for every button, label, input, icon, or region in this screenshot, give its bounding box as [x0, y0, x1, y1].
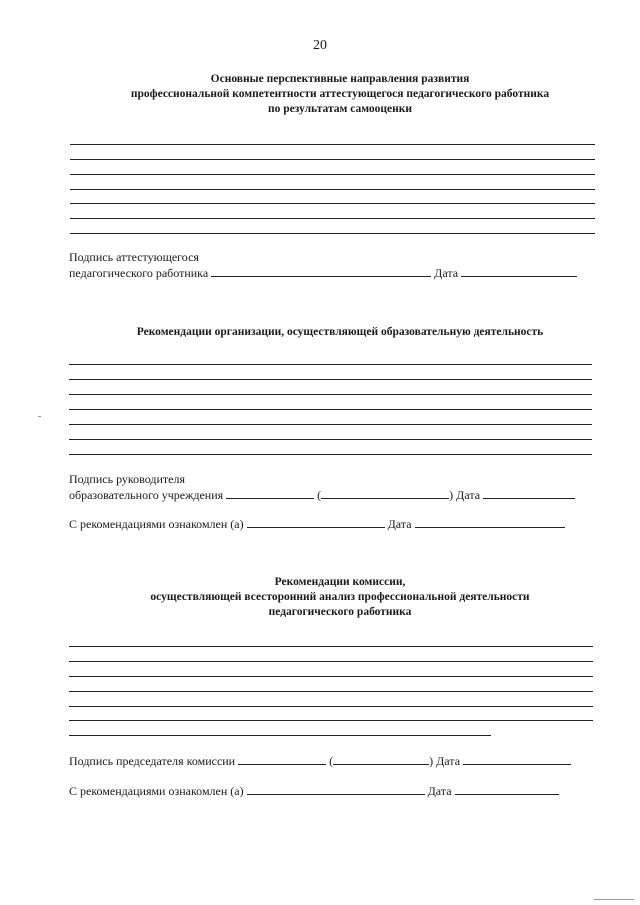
page-number: 20: [313, 38, 327, 53]
writing-line: [69, 691, 593, 692]
paren-close: ): [429, 754, 434, 768]
writing-line: [70, 218, 595, 219]
writing-line: [69, 364, 592, 365]
date-label: Дата: [456, 488, 481, 502]
writing-line: [70, 233, 595, 234]
section1-signature-row: [69, 265, 577, 281]
section3-title-line: осуществляющей всесторонний анализ профессиональной деятельности: [150, 591, 530, 603]
writing-line: [69, 720, 593, 721]
date-field[interactable]: [463, 753, 571, 765]
section2-acknowledged-row: [69, 516, 565, 532]
section2-signature-label-2: образовательного учреждения: [69, 488, 224, 502]
writing-line: [69, 454, 592, 455]
section2-heading: [40, 325, 640, 340]
acknowledged-label: С рекомендациями ознакомлен (а): [69, 517, 244, 531]
writing-line: [70, 174, 595, 175]
writing-line: [69, 424, 592, 425]
section1-title-line: Основные перспективные направления развития: [210, 73, 470, 85]
writing-line: [70, 203, 595, 204]
section1-title-line: по результатам самооценки: [268, 103, 412, 115]
writing-line: [70, 189, 595, 190]
section1-heading: [40, 72, 640, 117]
signature-field[interactable]: [211, 265, 431, 277]
writing-line: [69, 646, 593, 647]
writing-line: [69, 735, 491, 736]
date-label: Дата: [434, 266, 459, 280]
writing-line: [69, 661, 593, 662]
section3-signature-row: [69, 753, 571, 769]
signature-field[interactable]: [238, 753, 326, 765]
paren-close: ): [449, 488, 454, 502]
writing-line: [69, 394, 592, 395]
date-field[interactable]: [483, 487, 575, 499]
signature-field[interactable]: [226, 487, 314, 499]
writing-line: [69, 676, 593, 677]
scan-speck: [594, 899, 634, 900]
section1-signature-label-2: педагогического работника: [69, 266, 209, 280]
section3-heading: [40, 575, 640, 620]
section3-signature-label: Подпись председателя комиссии: [69, 754, 236, 768]
acknowledged-label: С рекомендациями ознакомлен (а): [69, 784, 244, 798]
name-field[interactable]: [333, 753, 429, 765]
section3-title-line: Рекомендации комиссии,: [274, 576, 406, 588]
section2-signature-row: [69, 487, 575, 503]
date-label: Дата: [427, 784, 452, 798]
acknowledged-signature-field[interactable]: [247, 783, 425, 795]
acknowledged-signature-field[interactable]: [247, 516, 385, 528]
name-field[interactable]: [321, 487, 449, 499]
paren-open: (: [317, 488, 322, 502]
writing-line: [69, 706, 593, 707]
writing-line: [69, 409, 592, 410]
date-field[interactable]: [461, 265, 577, 277]
section2-title: Рекомендации организации, осуществляющей образовательную деятельность: [136, 326, 544, 338]
date-field[interactable]: [415, 516, 565, 528]
section1-signature-label: Подпись аттестующегося: [69, 250, 199, 264]
writing-line: [69, 379, 592, 380]
writing-line: [69, 439, 592, 440]
writing-line: [70, 159, 595, 160]
writing-line: [70, 144, 595, 145]
date-label: Дата: [436, 754, 461, 768]
section3-title-line: педагогического работника: [268, 606, 412, 618]
section3-acknowledged-row: [69, 783, 559, 799]
paren-open: (: [329, 754, 334, 768]
section2-signature-label: Подпись руководителя: [69, 472, 185, 486]
section1-title-line: профессиональной компетентности аттестующегося педагогического работника: [130, 88, 550, 100]
scan-speck: [38, 416, 41, 417]
date-label: Дата: [387, 517, 412, 531]
date-field[interactable]: [455, 783, 559, 795]
